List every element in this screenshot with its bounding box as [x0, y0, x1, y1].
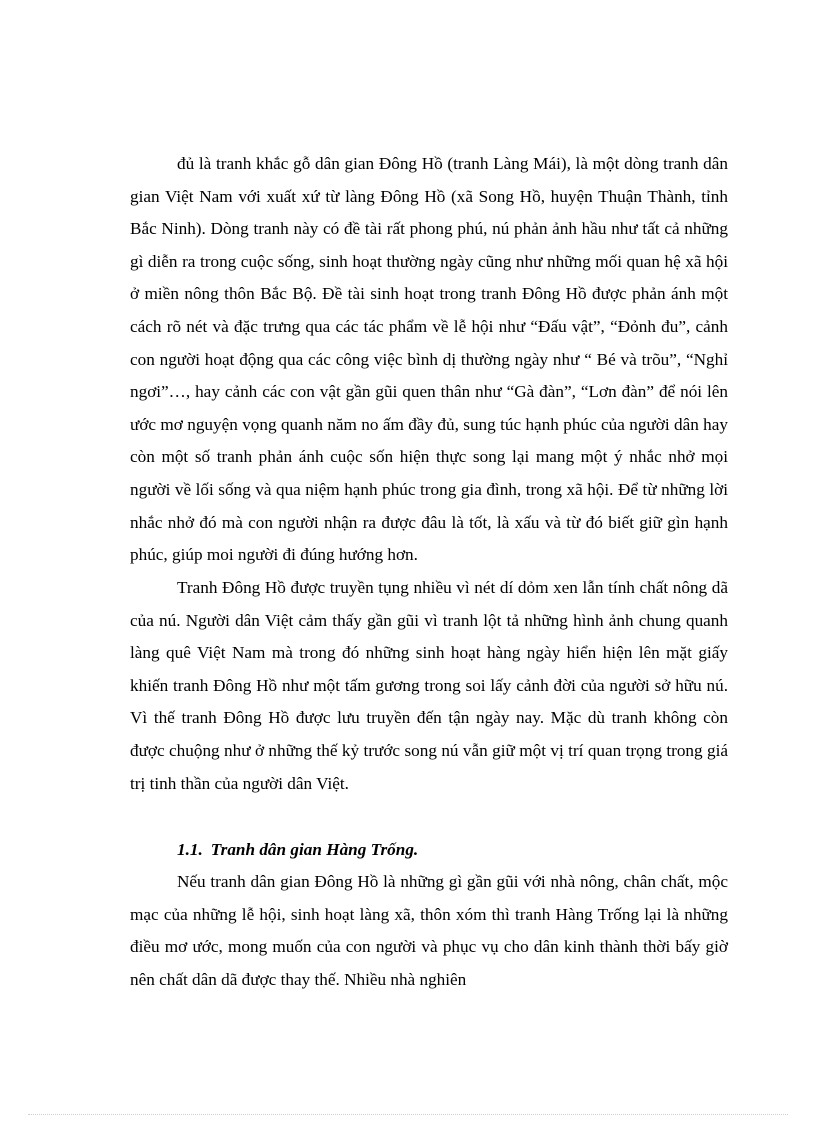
page-bottom-divider — [28, 1114, 788, 1115]
section-number: 1.1. — [177, 840, 203, 859]
paragraph-dong-ho-intro: đủ là tranh khắc gỗ dân gian Đông Hồ (tranh Làng Mái), là một dòng tranh dân gian Việt Nam với xuất xứ từ làng Đông Hồ (xã Song Hồ, huyện Thuận Thành, tỉnh Bắc Ninh). Dòng tranh này có đề tài rất phong phú, nú phản ảnh hầu như tất cả những gì diễn ra trong cuộc sống, sinh hoạt thường ngày cũng như những mối quan hệ xã hội ở miền nông thôn Bắc Bộ. Đề tài sinh hoạt trong tranh Đông Hồ được phản ánh một cách rõ nét và đặc trưng qua các tác phẩm về lễ hội như “Đấu vật”, “Đỏnh đu”, cảnh con người hoạt động qua các công việc bình dị thường ngày như “ Bé và trõu”, “Nghỉ ngơi”…, hay cảnh các con vật gần gũi quen thân như “Gà đàn”, “Lơn đàn” để nói lên ước mơ nguyện vọng quanh năm no ấm đầy đủ, sung túc hạnh phúc của người dân hay còn một số tranh phản ánh cuộc sốn hiện thực song lại mang một ý nhắc nhở mọi người về lối sống và qua niệm hạnh phúc trong gia đình, trong xã hội. Để từ những lời nhắc nhở đó mà con người nhận ra được đâu là tốt, là xấu và từ đó biết giữ gìn hạnh phúc, giúp moi người đi đúng hướng hơn. — [130, 154, 728, 565]
section-heading — [177, 834, 418, 867]
body-text-block — [130, 148, 728, 572]
paragraph-dong-ho-legacy: Tranh Đông Hồ được truyền tụng nhiều vì nét dí dỏm xen lẫn tính chất nông dã của nú. Người dân Việt cảm thấy gần gũi vì tranh lột tả những hình ảnh chung quanh làng quê Việt Nam mà trong đó những sinh hoạt hàng ngày hiển hiện lên mặt giấy khiến tranh Đông Hồ như một tấm gương trong soi lấy cảnh đời của người sở hữu nú. Vì thế tranh Đông Hồ được lưu truyền đến tận ngày nay. Mặc dù tranh không còn được chuộng như ở những thế kỷ trước song nú vẫn giữ một vị trí quan trọng trong giá trị tinh thần của người dân Việt. — [130, 578, 728, 793]
paragraph-hang-trong-intro: Nếu tranh dân gian Đông Hồ là những gì gần gũi với nhà nông, chân chất, mộc mạc của những lễ hội, sinh hoạt làng xã, thôn xóm thì tranh Hàng Trống lại là những điều mơ ước, mong muốn của con người và phục vụ cho dân kinh thành thời bấy giờ nên chất dân dã được thay thế. Nhiều nhà nghiên — [130, 872, 728, 989]
body-text-block — [130, 866, 728, 996]
body-text-block — [130, 572, 728, 800]
section-title: Tranh dân gian Hàng Trống. — [210, 840, 419, 859]
